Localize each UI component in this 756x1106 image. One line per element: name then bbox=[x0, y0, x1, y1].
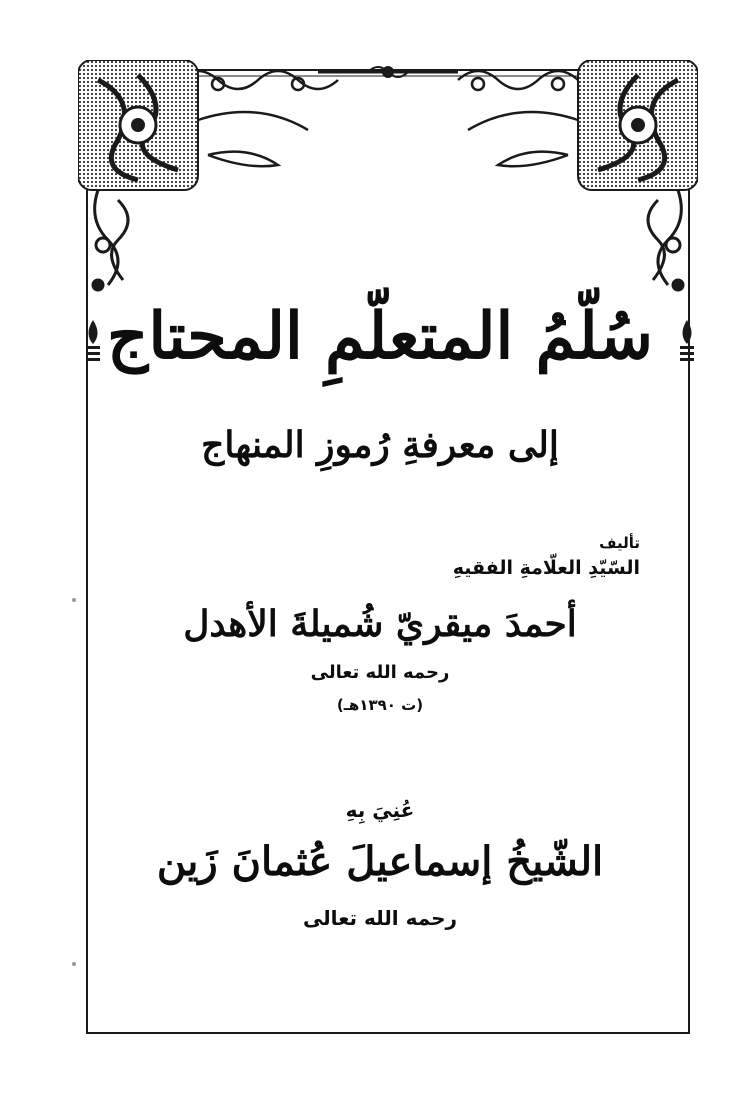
author-honorific: السّيّدِ العلّامةِ الفقيهِ bbox=[452, 557, 640, 579]
scan-speck bbox=[72, 598, 76, 602]
authored-by-label: تأليف bbox=[599, 534, 640, 552]
scan-speck bbox=[72, 962, 76, 966]
book-subtitle: إلى معرفةِ رُموزِ المنهاج bbox=[201, 424, 559, 466]
editor-name: الشّيخُ إسماعيلَ عُثمانَ زَين bbox=[156, 838, 604, 885]
book-title: سُلّمُ المتعلّمِ المحتاج bbox=[107, 299, 653, 374]
editor-prayer: رحمه الله تعالى bbox=[302, 906, 458, 930]
author-prayer: رحمه الله تعالى bbox=[310, 662, 450, 683]
edited-by-label: عُنِيَ بِهِ bbox=[345, 798, 415, 822]
tulip-drop-ornament-right-icon bbox=[676, 318, 698, 364]
author-name: أحمدَ ميقريّ شُميلةَ الأهدل bbox=[183, 603, 577, 645]
author-death-date: (ت ١٣٩٠هـ) bbox=[336, 696, 424, 714]
